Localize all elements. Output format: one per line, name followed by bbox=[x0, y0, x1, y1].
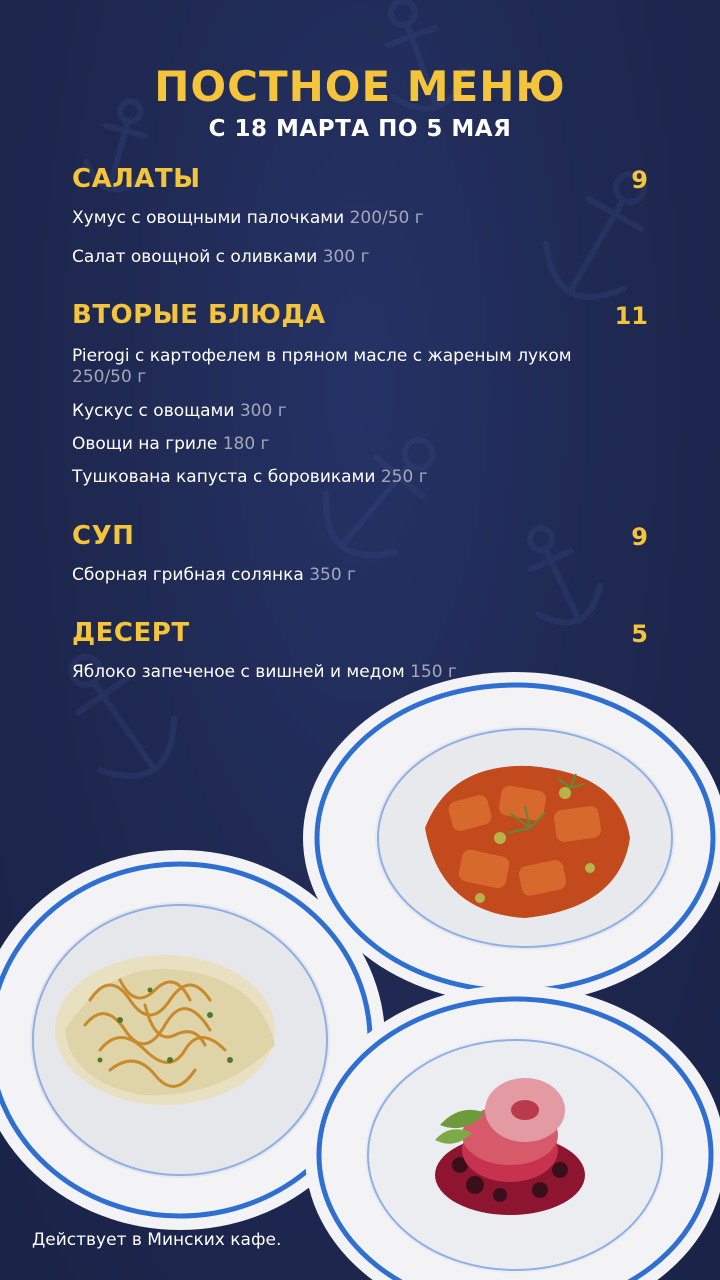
item-weight: 150 г bbox=[410, 662, 457, 682]
menu-item bbox=[72, 467, 632, 488]
item-weight: 250/50 г bbox=[72, 367, 147, 387]
menu-item bbox=[72, 346, 632, 388]
menu-item bbox=[72, 434, 632, 455]
section-title-salads: САЛАТЫ bbox=[72, 164, 201, 194]
item-weight: 180 г bbox=[222, 434, 270, 454]
item-name: Кускус с овощами bbox=[72, 401, 235, 421]
menu-item bbox=[72, 208, 632, 229]
section-price-salads: 9 bbox=[631, 166, 648, 194]
menu-item bbox=[72, 247, 632, 268]
section-title-dessert: ДЕСЕРТ bbox=[72, 618, 190, 648]
menu-item bbox=[72, 565, 632, 586]
baked-apple-dessert-image bbox=[300, 985, 720, 1280]
item-name: Яблоко запеченое с вишней и медом bbox=[72, 662, 405, 682]
section-title-mains: ВТОРЫЕ БЛЮДА bbox=[72, 300, 326, 330]
section-price-dessert: 5 bbox=[631, 620, 648, 648]
menu-item bbox=[72, 401, 632, 422]
section-title-soup: СУП bbox=[72, 521, 135, 551]
section-price-soup: 9 bbox=[631, 523, 648, 551]
item-name: Сборная грибная солянка bbox=[72, 565, 304, 585]
item-name: Салат овощной с оливками bbox=[72, 247, 318, 267]
item-weight: 200/50 г bbox=[349, 208, 424, 228]
item-weight: 300 г bbox=[322, 247, 370, 267]
item-weight: 350 г bbox=[309, 565, 356, 585]
section-price-mains: 11 bbox=[614, 302, 648, 330]
menu-date-range: С 18 МАРТА ПО 5 МАЯ bbox=[208, 116, 512, 142]
stew-dish-image bbox=[300, 668, 720, 1008]
item-weight: 250 г bbox=[380, 467, 428, 487]
item-name: Овощи на гриле bbox=[72, 434, 218, 454]
footer-note: Действует в Минских кафе. bbox=[32, 1230, 282, 1250]
item-name: Тушкована капуста с боровиками bbox=[72, 467, 376, 487]
item-weight: 300 г bbox=[239, 401, 287, 421]
item-name: Хумус с овощными палочками bbox=[72, 208, 345, 228]
menu-title: ПОСТНОЕ МЕНЮ bbox=[154, 62, 566, 111]
item-name: Pierogi с картофелем в пряном масле с жареным луком bbox=[72, 346, 572, 366]
